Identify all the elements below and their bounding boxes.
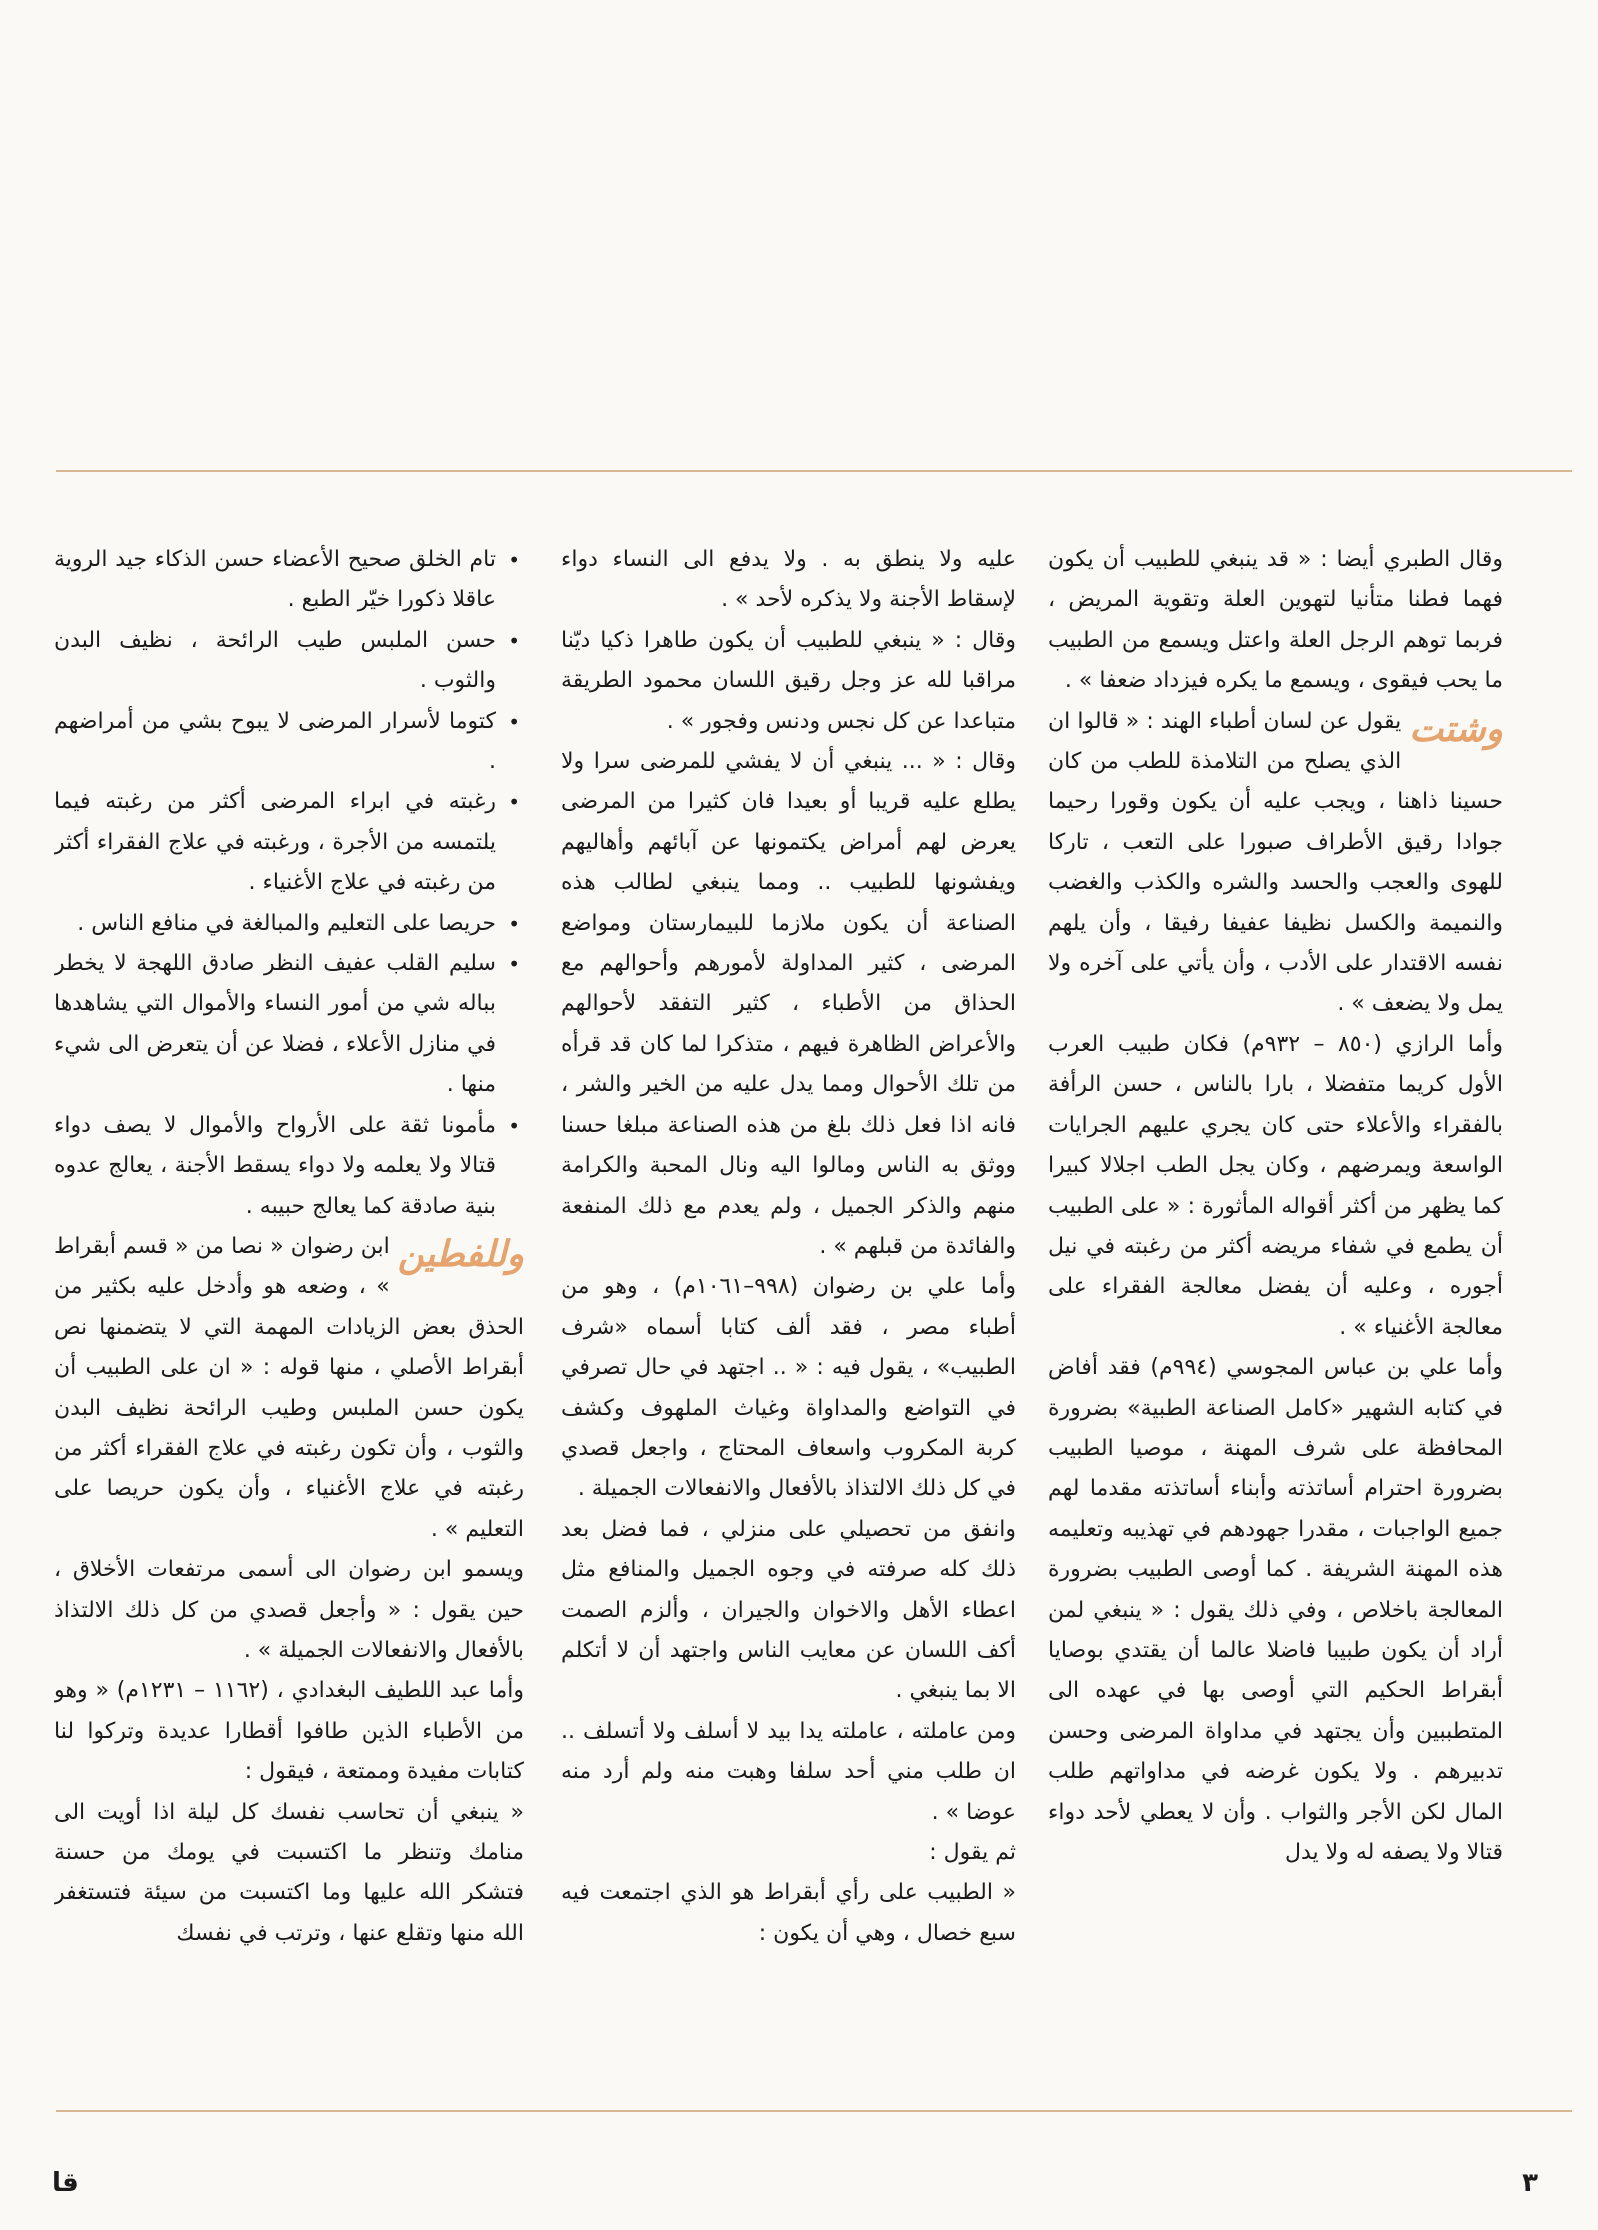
list-item: • كتوما لأسرار المرضى لا يبوح بشي من أمراضهم . (54, 702, 524, 783)
list-item: • حريصا على التعليم والمبالغة في منافع الناس . (54, 904, 524, 944)
paragraph-majusi: وأما علي بن عباس المجوسي (٩٩٤م) فقد أفاض في كتابه الشهير «كامل الصناعة الطبية» بضرورة المحافظة على شرف المهنة ، موصيا الطبيب بضرورة احترام أساتذته وأبناء أساتذته مقدما لهم جميع الواجبات ، مقدرا جهودهم في تهذيبه وتعليمه هذه المهنة الشريفة . كما أوصى الطبيب بضرورة المعالجة باخلاص ، وفي ذلك يقول : « ينبغي لمن أراد أن يكون طبيبا فاضلا عالما أن يقتدي بوصايا أبقراط الحكيم التي أوصى بها في عهده الى المتطببين وأن يجتهد في مداواة المرضى وحسن تدبيرهم . ولا يكون غرضه في مداواتهم طلب المال لكن الأجر والثواب . وأن لا يعطي لأحد دواء قتالا ولا يصفه له ولا يدل (1048, 1355, 1503, 1865)
bottom-divider-rule (56, 2110, 1572, 2112)
page-number: ٣ (1522, 2168, 1538, 2198)
article-column-middle (561, 540, 1016, 2060)
top-divider-rule (56, 470, 1572, 472)
paragraph-seven-traits-intro: « الطبيب على رأي أبقراط هو الذي اجتمعت فيه سبع خصال ، وهي أن يكون : (561, 1880, 1016, 1946)
paragraph-dealings: ومن عاملته ، عاملته يدا بيد لا أسلف ولا أتسلف .. ان طلب مني أحد سلفا وهبت منه ولم أرد منه عوضا » . (561, 1718, 1016, 1825)
paragraph-ibn-ridwan: وأما علي بن رضوان (٩٩٨–١٠٦١م) ، وهو من أطباء مصر ، فقد ألف كتابا أسماه «شرف الطبيب» ، يقول فيه : « .. اجتهد في حال تصرفي في التواضع والمداواة وغياث الملهوف وكشف كربة المكروب واسعاف المحتاج ، واجعل قصدي في كل ذلك الالتذاذ بالأفعال والانفعالات الجميلة . (561, 1274, 1016, 1502)
seven-traits-list (54, 540, 524, 1227)
paragraph-self-accounting: « ينبغي أن تحاسب نفسك كل ليلة اذا أويت الى منامك وتنظر ما اكتسبت في يومك من حسنة فتشكر الله عليها وما اكتسبت من سيئة فتستغفر الله منها وتقلع عنها ، وترتب في نفسك (54, 1799, 524, 1946)
list-item: • حسن الملبس طيب الرائحة ، نظيف البدن والثوب . (54, 621, 524, 702)
page-number-left: قا (52, 2168, 79, 2198)
article-column-left (54, 540, 524, 2060)
list-item: • رغبته في ابراء المرضى أكثر من رغبته فيما يلتمسه من الأجرة ، ورغبته في علاج الفقراء أكثر من رغبته في علاج الأغنياء . (54, 782, 524, 903)
paragraph-physician-purity: وقال : « ينبغي للطبيب أن يكون طاهرا ذكيا ديّنا مراقبا لله عز وجل رقيق اللسان محمود الطريقة متباعدا عن كل نجس ودنس وفجور » . (561, 627, 1016, 734)
paragraph-tabari-quote: وقال الطبري أيضا : « قد ينبغي للطبيب أن يكون فهما فطنا متأنيا لتهوين العلة وتقوية المريض ، فربما توهم الرجل العلة واعتل ويسمع من الطبيب ما يحب فيقوى ، ويسمع ما يكره فيزداد ضعفا » . (1048, 547, 1503, 694)
list-item: • تام الخلق صحيح الأعضاء حسن الذكاء جيد الروية عاقلا ذكورا خيّر الطبع . (54, 540, 524, 621)
paragraph-then-says: ثم يقول : (929, 1840, 1016, 1865)
section-heading-mark: وللفطين (397, 1232, 524, 1275)
article-column-right (1048, 540, 1503, 2060)
paragraph-ibn-ridwan-oath: وللفطين ابن رضوان « نصا من « قسم أبقراط » ، وضعه هو وأدخل عليه بكثير من الحذق بعض الزيادات المهمة التي لا يتضمنها نص أبقراط الأصلي ، منها قوله : « ان على الطبيب أن يكون حسن الملبس وطيب الرائحة نظيف البدن والثوب ، وأن تكون رغبته في علاج الفقراء أكثر من رغبته في علاج الأغنياء ، وأن يكون حريصا على التعليم » . (54, 1232, 524, 1542)
paragraph-baghdadi: وأما عبد اللطيف البغدادي ، (١١٦٢ – ١٢٣١م) « وهو من الأطباء الذين طافوا أقطارا عديدة وتركوا لنا كتابات مفيدة وممتعة ، فيقول : (54, 1678, 524, 1785)
paragraph-continuation: عليه ولا ينطق به . ولا يدفع الى النساء دواء لإسقاط الأجنة ولا يذكره لأحد » . (561, 547, 1016, 613)
paragraph-spending: وانفق من تحصيلي على منزلي ، فما فضل بعد ذلك كله صرفته في وجوه الجميل والمنافع مثل اعطاء الأهل والاخوان والجيران ، وألزم الصمت أكف اللسان عن معايب الناس واجتهد أن لا أتكلم الا بما ينبغي . (561, 1516, 1016, 1704)
list-item: • سليم القلب عفيف النظر صادق اللهجة لا يخطر بباله شي من أمور النساء والأموال التي يشاهدها في منازل الأعلاء ، فضلا عن أن يتعرض الى شيء منها . (54, 944, 524, 1106)
paragraph-razi: وأما الرازي (٨٥٠ – ٩٣٢م) فكان طبيب العرب الأول كريما متفضلا ، بارا بالناس ، حسن الرأفة بالفقراء والأعلاء حتى كان يجري عليهم الجرايات الواسعة ويمرضهم ، وكان يجل الطب اجلالا كبيرا كما يظهر من أكثر أقواله المأثورة : « على الطبيب أن يطمع في شفاء مريضه أكثر من رغبته في نيل أجوره ، وعليه أن يفضل معالجة الفقراء على معالجة الأغنياء » . (1048, 1031, 1503, 1340)
list-item: • مأمونا ثقة على الأرواح والأموال لا يصف دواء قتالا ولا يعلمه ولا دواء يسقط الأجنة ، يعالج عدوه بنية صادقة كما يعالج حبيبه . (54, 1106, 524, 1227)
paragraph-confidentiality: وقال : « ... ينبغي أن لا يفشي للمرضى سرا ولا يطلع عليه قريبا أو بعيدا فان كثيرا من المرضى يعرض لهم أمراض يكتمونها عن آبائهم وأهاليهم ويفشونها للطبيب .. ومما ينبغي لطالب هذه الصناعة أن يكون ملازما للبيمارستان ومواضع المرضى ، كثير المداولة لأمورهم وأحوالهم مع الحذاق من الأطباء ، كثير التفقد لأحوالهم والأعراض الظاهرة فيهم ، متذكرا لما كان قد قرأه من تلك الأحوال ومما يدل عليه من الخير والشر ، فانه اذا فعل ذلك بلغ من هذه الصناعة مبلغا حسنا ووثق به الناس ومالوا اليه ونال المحبة والكرامة منهم والذكر الجميل ، ولم يعدم مع ذلك المنفعة والفائدة من قبلهم » . (561, 749, 1016, 1259)
paragraph-ethics-heights: ويسمو ابن رضوان الى أسمى مرتفعات الأخلاق ، حين يقول : « وأجعل قصدي من كل ذلك الالتذاذ بالأفعال والانفعالات الجميلة » . (54, 1557, 524, 1663)
paragraph-india-physicians: وشتت يقول عن لسان أطباء الهند : « قالوا ان الذي يصلح من التلامذة للطب من كان حسينا ذاهنا ، ويجب عليه أن يكون وقورا رحيما جوادا رقيق الأطراف صبورا على التعب ، تاركا للهوى والعجب والحسد والشره والكذب والغضب والنميمة والكسل نظيفا عفيفا رفيقا ، وأن يلهم نفسه الاقتدار على الأدب ، وأن يأتي على آخره ولا يمل ولا يضعف » . (1048, 707, 1503, 1017)
section-heading-mark: وشتت (1409, 707, 1503, 750)
